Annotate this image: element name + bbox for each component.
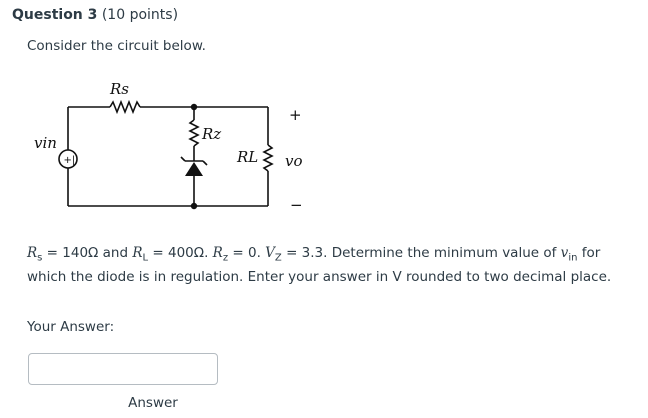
vo-label: vo bbox=[285, 152, 303, 170]
rs-resistor bbox=[110, 102, 140, 112]
node-bottom bbox=[191, 203, 197, 209]
rz-resistor bbox=[190, 120, 198, 146]
zener-diode-triangle bbox=[185, 162, 203, 176]
answer-input[interactable] bbox=[28, 353, 218, 385]
source-polarity-label: +| bbox=[63, 155, 76, 166]
question-points: (10 points) bbox=[101, 7, 179, 23]
question-intro: Consider the circuit below. bbox=[27, 38, 206, 54]
rl-label: RL bbox=[237, 148, 259, 166]
question-title: Question 3 bbox=[12, 7, 98, 23]
rl-resistor bbox=[264, 145, 272, 171]
your-answer-label: Your Answer: bbox=[27, 319, 115, 335]
node-top bbox=[191, 104, 197, 110]
vin-label: vin bbox=[34, 134, 57, 152]
rz-label: Rz bbox=[202, 125, 222, 143]
problem-statement: $R_s = 140\Omega$ and $R_L = 400\Omega$. $R_z = 0$. $V_Z = 3.3$. Determine the minimum value of $v_{in}$ for which the diode is in regulation. Enter your answer in V rounded to two decimal place. bbox=[27, 245, 612, 286]
answer-caption: Answer bbox=[128, 395, 178, 411]
vo-plus-sign: + bbox=[289, 106, 302, 124]
rs-label: Rs bbox=[110, 80, 129, 98]
vo-minus-sign: − bbox=[290, 196, 303, 214]
